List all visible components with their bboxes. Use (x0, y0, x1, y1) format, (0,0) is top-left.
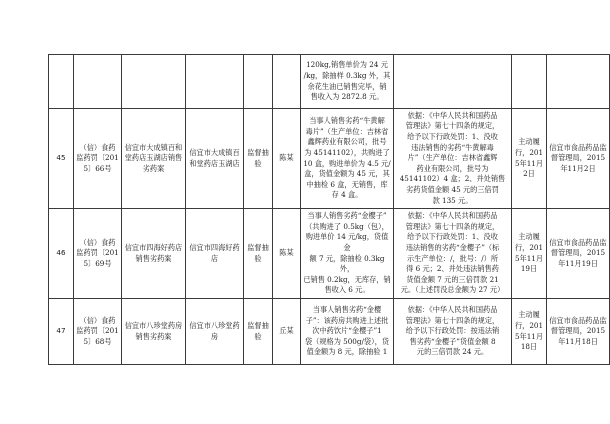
facts-cell (301, 299, 394, 365)
authority-cell: 信宜市食品药品监督管理局，2015年11月19日 (547, 209, 610, 299)
seq-cell: 46 (49, 209, 74, 299)
facts-line: 已销售 0.2kg，无库存，销 (303, 274, 391, 284)
source-cell (244, 55, 273, 109)
status-cell: 主动履行，2015年11月2日 (512, 109, 547, 209)
party-cell (186, 55, 244, 109)
penalty-line: 依据：《中华人民共和国药品 (407, 305, 498, 315)
penalty-cell (394, 109, 512, 209)
source-cell: 监督抽验 (244, 109, 273, 209)
facts-line: 10 盒，购进单价为 4.5 元/ (303, 158, 391, 168)
penalty-line: 元的三倍罚款 24 元。 (416, 347, 489, 357)
handler-cell (273, 55, 301, 109)
facts-line: 当事人销售劣药“金樱 (312, 305, 382, 315)
doc-no-cell (74, 55, 122, 109)
penalty-line: 违法销售的劣药“金樱子”（标 (405, 242, 500, 252)
facts-line: 存 4 盒。 (331, 190, 363, 200)
authority-cell: 信宜市食品药品监督管理局，2015年11月18日 (547, 299, 610, 365)
penalty-line: 款 135 元。 (432, 195, 473, 205)
doc-no-cell: （信）食药监药罚〔2015〕69号 (74, 209, 122, 299)
facts-line: 袋（规格为 500g/袋），货 (304, 336, 390, 346)
case-name-cell (122, 55, 186, 109)
table-row (49, 299, 610, 365)
penalty-line: 元。（上述罚没总金额为 27 元） (400, 285, 505, 295)
penalty-line: 得 6 元；2、并处违法销售药 (406, 264, 499, 274)
table-row (49, 209, 610, 299)
doc-no-cell: （信）食药监药罚〔2015〕66号 (74, 109, 122, 209)
table-row (49, 55, 610, 109)
doc-no-cell: （信）食药监药罚〔2015〕68号 (74, 299, 122, 365)
party-cell: 信宜市八珍堂药房 (186, 299, 244, 365)
facts-line: 余花生油已销售完毕，销 (307, 81, 387, 91)
facts-line: 毒片”（生产单位：吉林省 (305, 126, 389, 136)
penalty-line: 45141102）4 盒；2、并处销售 (399, 174, 506, 184)
facts-line: /kg，除抽样 0.3kg 外，其 (303, 70, 391, 80)
penalty-line: 药业有限公司，批号为 (416, 163, 489, 173)
facts-cell (301, 55, 394, 109)
handler-cell: 陈某 (273, 109, 301, 209)
penalty-line: 依据：《中华人民共和国药品 (407, 110, 498, 120)
seq-cell: 47 (49, 299, 74, 365)
facts-line: 中抽检 6 盒，无销售，库 (306, 179, 388, 189)
facts-line: 售收入为 2872.8 元。 (310, 92, 384, 102)
authority-cell (547, 55, 610, 109)
seq-cell: 45 (49, 109, 74, 209)
penalty-line: 片”（生产单位：吉林省鑫辉 (407, 153, 498, 163)
status-cell (512, 55, 547, 109)
status-cell: 主动履行，2015年11月18日 (512, 299, 547, 365)
facts-line: 购进单价 14 元/kg，货值金 (305, 232, 389, 252)
source-cell: 监督抽验 (244, 209, 273, 299)
penalty-records-table (48, 54, 610, 365)
facts-line: 值金额为 8 元，除抽验 1 (306, 347, 388, 357)
case-name-cell: 信宜市大成镇百和堂药店玉湖店销售劣药案 (122, 109, 186, 209)
penalty-line: 管理法》第七十四条的规定， (405, 121, 500, 131)
penalty-cell (394, 55, 512, 109)
penalty-cell (394, 299, 512, 365)
penalty-line: 管理法》第七十四条的规定， (405, 315, 500, 325)
party-cell: 信宜市四海好药店 (186, 209, 244, 299)
handler-cell: 陈某 (273, 209, 301, 299)
penalty-line: 售劣药“金樱子”货值金额 8 (409, 336, 496, 346)
table-row (49, 109, 610, 209)
penalty-line: 依据：《中华人民共和国药品 (407, 211, 498, 221)
facts-line: 售收入 6 元。 (324, 285, 370, 295)
penalty-line: 违法销售的劣药“牛黄解毒 (411, 142, 494, 152)
facts-line: 为 45141102），共购进了 (304, 147, 390, 157)
facts-line: 120kg,销售单价为 24 元 (306, 60, 388, 70)
case-name-cell: 信宜市八珍堂药房销售劣药案 (122, 299, 186, 365)
penalty-line: 给予以下行政处罚：1、没收 (407, 132, 498, 142)
penalty-line: 给予以下行政处罚：1、没收 (407, 232, 498, 242)
penalty-line: 劣药货值金额 45 元的三倍罚 (406, 184, 499, 194)
source-cell: 监督抽验 (244, 299, 273, 365)
authority-cell: 信宜市食品药品监督管理局，2015年11月2日 (547, 109, 610, 209)
penalty-line: 管理法》第七十四条的规定， (405, 221, 500, 231)
facts-line: 额 7 元，除抽检 0.3kg 外， (309, 253, 385, 274)
facts-cell (301, 209, 394, 299)
penalty-line: 给予以下行政处罚：按违法销 (405, 326, 500, 336)
penalty-cell (394, 209, 512, 299)
facts-line: （共购进了 0.5kg（包）， (305, 221, 389, 231)
facts-line: 盒，货值金额为 45 元，其 (304, 169, 390, 179)
facts-cell (301, 109, 394, 209)
penalty-line: 货值金额 7 元的三倍罚款 21 (406, 274, 499, 284)
facts-line: 子”：该药房共购进上述批 (305, 315, 389, 325)
facts-line: 当事人销售劣药“金樱子” (307, 211, 387, 221)
case-name-cell: 信宜市四海好药店销售劣药案 (122, 209, 186, 299)
handler-cell: 丘某 (273, 299, 301, 365)
party-cell: 信宜市大成镇百和堂药店玉湖店 (186, 109, 244, 209)
penalty-line: 示生产单位：/，批号：/）所 (406, 253, 499, 263)
seq-cell (49, 55, 74, 109)
facts-line: 鑫辉药业有限公司，批号 (307, 137, 387, 147)
status-cell: 主动履行，2015年11月19日 (512, 209, 547, 299)
facts-line: 次中药饮片“金樱子”1 (312, 326, 382, 336)
facts-line: 当事人销售劣药“牛黄解 (309, 116, 385, 126)
